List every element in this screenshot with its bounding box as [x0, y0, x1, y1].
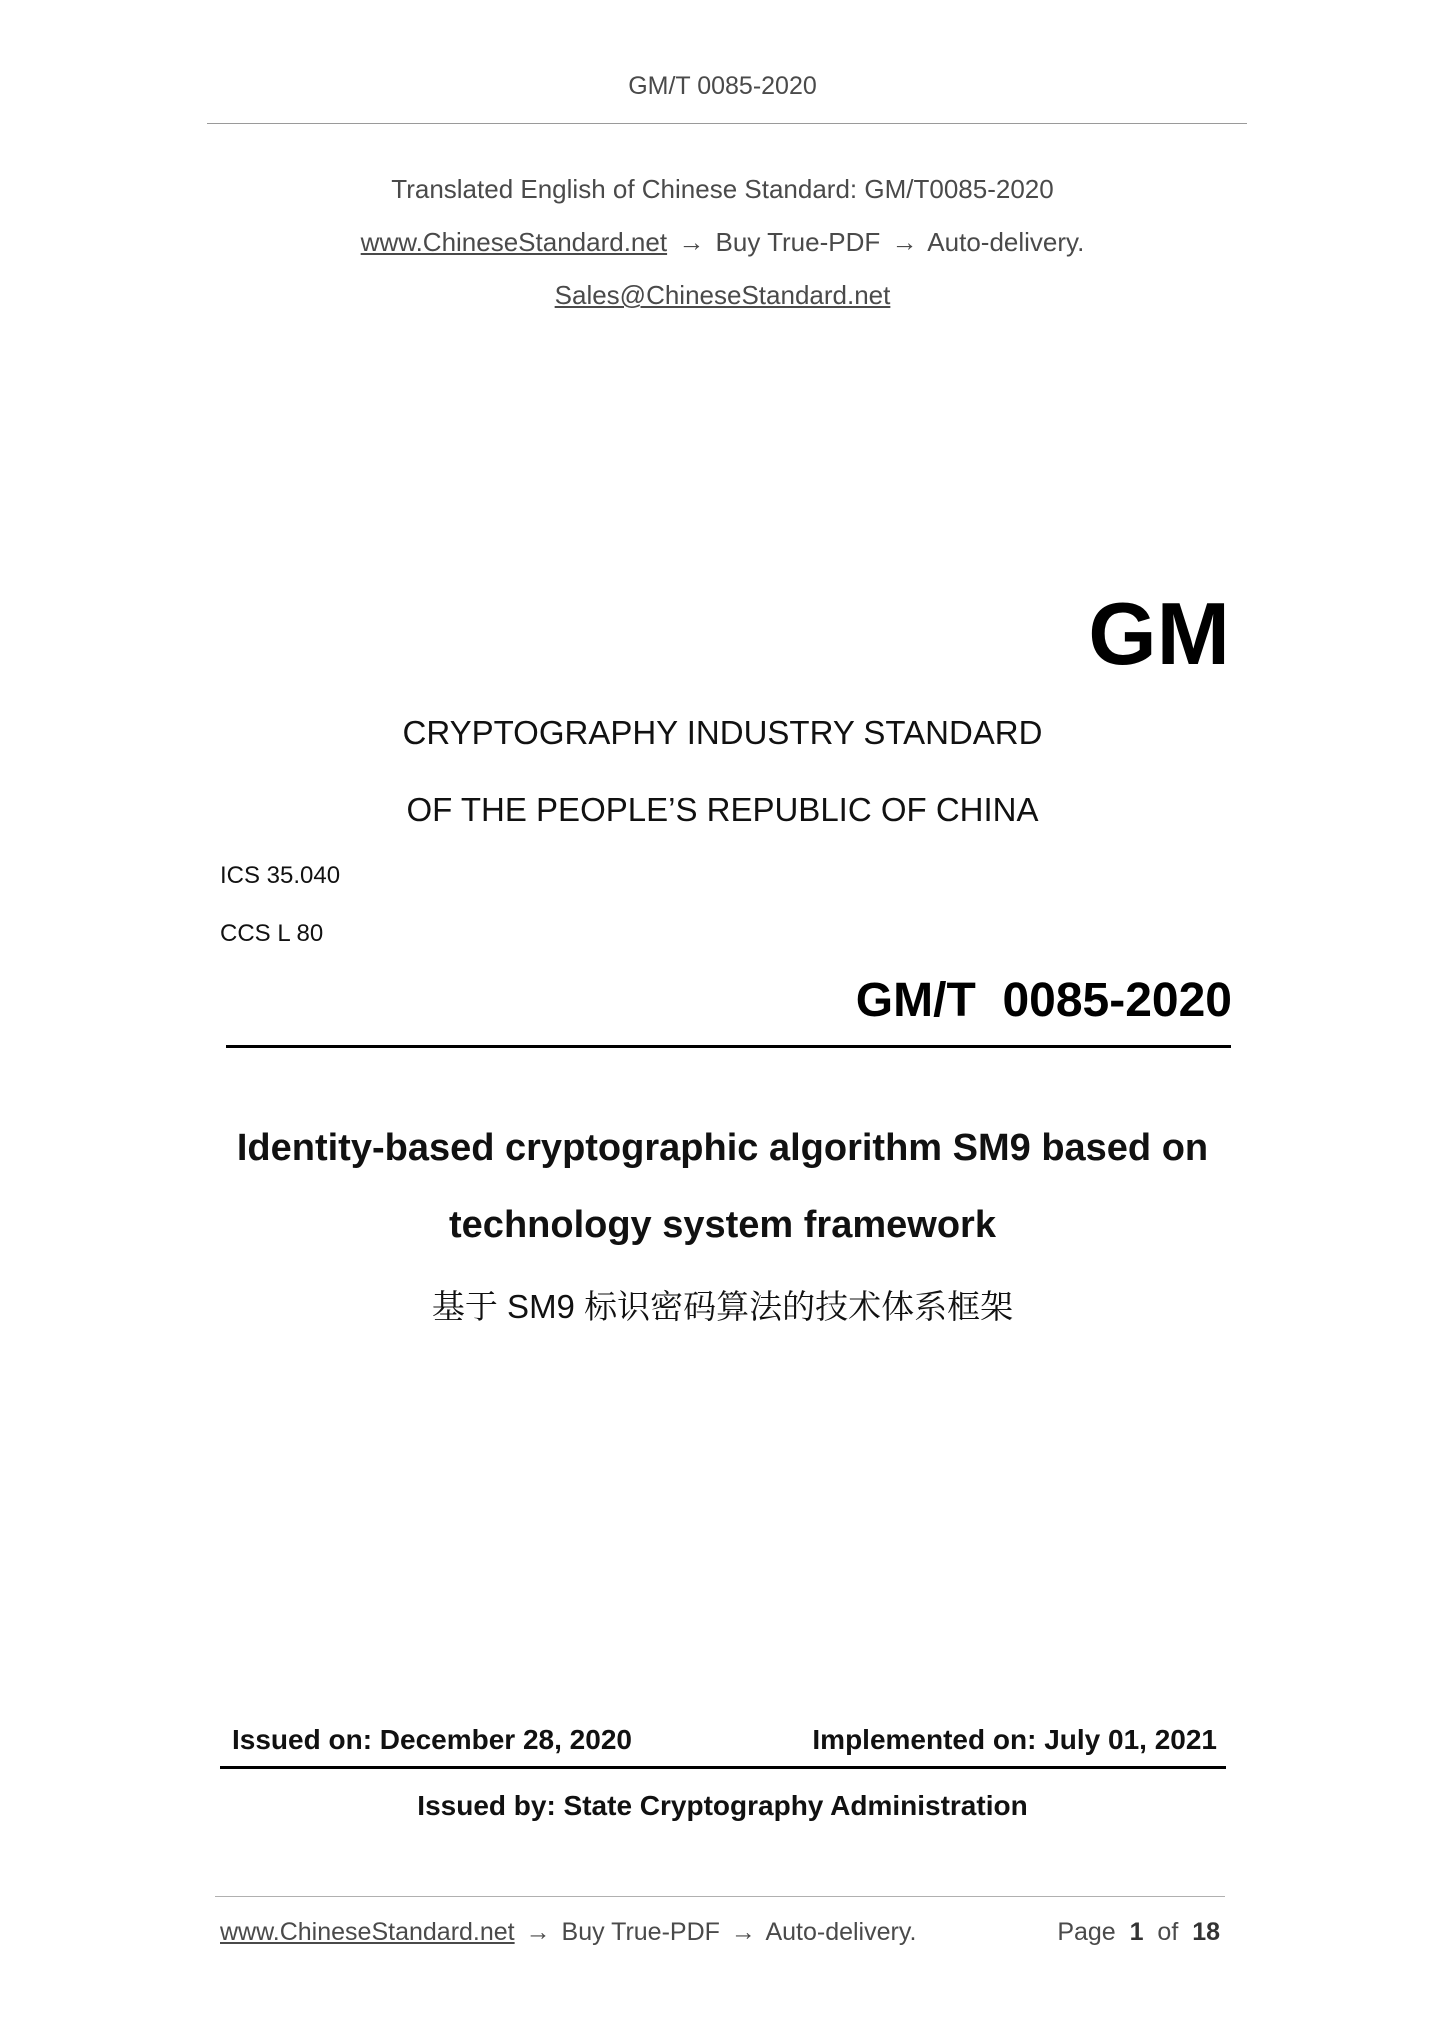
auto-delivery-label: Auto-delivery. — [927, 227, 1085, 257]
footer-promo-line — [220, 1918, 916, 1947]
page-header-doc-code: GM/T 0085-2020 — [628, 72, 817, 100]
gm-mark: GM — [1088, 584, 1230, 683]
page-label: Page — [1057, 1918, 1116, 1946]
document-title-chinese: 基于 SM9 标识密码算法的技术体系框架 — [431, 1288, 1014, 1325]
dates-divider — [220, 1766, 1226, 1769]
document-title-line1: Identity-based cryptographic algorithm SM9 based on — [236, 1127, 1209, 1169]
buy-true-pdf-label: Buy True-PDF — [715, 227, 881, 257]
page-total: 18 — [1192, 1918, 1220, 1946]
sales-email-link[interactable]: Sales@ChineseStandard.net — [554, 280, 891, 310]
sales-email-line — [0, 280, 1445, 311]
footer-delivery-label: Auto-delivery. — [765, 1918, 917, 1946]
standard-number-divider — [226, 1045, 1231, 1048]
arrow-right-icon: → — [678, 227, 705, 257]
page-current: 1 — [1129, 1918, 1144, 1946]
arrow-right-icon: → — [525, 1918, 551, 1946]
issued-by: Issued by: State Cryptography Administration — [417, 1790, 1028, 1821]
standard-type-line2: OF THE PEOPLE’S REPUBLIC OF CHINA — [406, 791, 1039, 828]
of-label: of — [1157, 1918, 1179, 1946]
arrow-right-icon: → — [730, 1918, 756, 1946]
site-link[interactable]: www.ChineseStandard.net — [360, 227, 668, 257]
document-title-line2: technology system framework — [449, 1204, 996, 1246]
promo-line — [0, 227, 1445, 258]
footer-buy-label: Buy True-PDF — [561, 1918, 720, 1946]
standard-type-line1: CRYPTOGRAPHY INDUSTRY STANDARD — [402, 714, 1043, 751]
issued-on-date: Issued on: December 28, 2020 — [232, 1724, 632, 1755]
page-indicator — [1057, 1918, 1220, 1947]
footer-site-link[interactable]: www.ChineseStandard.net — [220, 1918, 515, 1946]
ccs-code: CCS L 80 — [220, 920, 324, 947]
implemented-on-date: Implemented on: July 01, 2021 — [812, 1724, 1217, 1755]
header-divider — [207, 123, 1247, 124]
translated-notice: Translated English of Chinese Standard: GM/T0085-2020 — [391, 174, 1054, 204]
standard-number: GM/T 0085-2020 — [855, 974, 1232, 1027]
ics-code: ICS 35.040 — [220, 862, 341, 889]
footer-divider — [215, 1896, 1225, 1897]
arrow-right-icon: → — [891, 227, 918, 257]
